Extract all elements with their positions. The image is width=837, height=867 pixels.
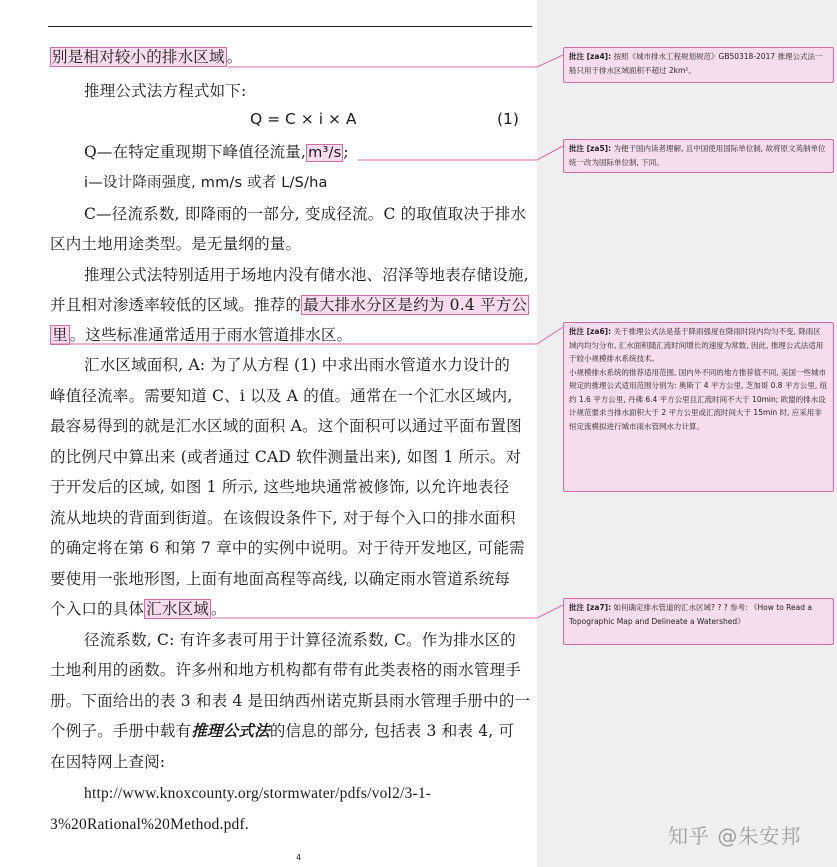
text-line: 个例子。手册中载有推理公式法的信息的部分, 包括表 3 和表 4, 可: [50, 721, 515, 740]
formula-intro: 推理公式法方程式如下:: [84, 82, 247, 100]
text-line: 的确定将在第 6 和第 7 章中的实例中说明。对于待开发地区, 可能需: [50, 539, 525, 557]
text-line: 并且相对渗透率较低的区域。推荐的 最大排水分区是约为 0.4 平方公: [50, 296, 528, 314]
comment-tag: 批注 [za5]:: [569, 144, 612, 153]
comment-za4[interactable]: [563, 47, 834, 83]
comment-anchor-za6[interactable]: 最大排水分区是约为 0.4 平方公: [303, 296, 528, 314]
page-number: 4: [296, 853, 302, 862]
text-line: 推理公式法特别适用于场地内没有储水池、沼泽等地表存储设施,: [84, 266, 529, 284]
comment-text: 关于推理公式法是基于降雨强度在降雨时段内均匀不变, 降雨区域内均匀分布, 汇水面积随汇流时间增长的速度为常数, 因此, 推理公式法适用于较小规模排水系统技术。: [569, 327, 824, 363]
comment-text: 如何确定排水管道的汇水区域? ? ? 参考: 《How to Read a Topographic Map and Delineate a Watershed》: [569, 603, 813, 626]
comment-anchor-za6-cont[interactable]: 里: [52, 326, 68, 344]
text-line: 里 。这些标准通常适用于雨水管道排水区。: [52, 326, 353, 344]
text-line: 于开发后的区域, 如图 1 所示, 这些地块通常被修饰, 以允许地表径: [50, 478, 510, 496]
definition-q: Q—在特定重现期下峰值径流量, m³/s ;: [84, 143, 349, 161]
text-line: 在因特网上查阅:: [50, 753, 166, 771]
comment-tag: 批注 [za7]:: [569, 603, 612, 612]
text-line: 流从地块的背面到街道。在该假设条件下, 对于每个入口的排水面积: [50, 509, 516, 527]
text-line: 径流系数, C: 有许多表可用于计算径流系数, C。作为排水区的: [84, 631, 516, 649]
definition-i: i—设计降雨强度, mm/s 或者 L/S/ha: [84, 175, 328, 191]
comment-za7[interactable]: [563, 598, 834, 645]
comment-tag: 批注 [za4]:: [569, 52, 612, 61]
text-line: 峰值径流率。需要知道 C、i 以及 A 的值。通常在一个汇水区域内,: [50, 387, 513, 405]
url-line[interactable]: http://www.knoxcounty.org/stormwater/pdfs/vol2/3-1-: [84, 785, 432, 802]
text-line: 要使用一张地形图, 上面有地面高程等高线, 以确定雨水管道系统每: [50, 570, 511, 588]
comment-text: 按照《城市排水工程规划规范》GB50318-2017 推理公式法一般只用于排水区域面积不超过 2km²。: [569, 52, 823, 75]
comment-anchor-za5[interactable]: m³/s: [308, 145, 342, 161]
text-line: 个入口的具体 汇水区域 。: [50, 600, 227, 618]
definition-c: C—径流系数, 即降雨的一部分, 变成径流。C 的取值取决于排水: [84, 205, 527, 223]
text-line: 汇水区域面积, A: 为了从方程 (1) 中求出雨水管道水力设计的: [84, 356, 511, 374]
text-line: 的比例尺中算出来 (或者通过 CAD 软件测量出来), 如图 1 所示。对: [50, 448, 522, 466]
comment-anchor-za7[interactable]: 汇水区域: [146, 600, 210, 618]
comment-tag: 批注 [za6]:: [569, 327, 612, 336]
comment-za5[interactable]: [563, 139, 834, 173]
comment-za6[interactable]: [563, 322, 834, 492]
header-rule: [48, 26, 532, 27]
text-line: 最容易得到的就是汇水区域的面积 A。这个面积可以通过平面布置图: [50, 417, 522, 435]
url-line[interactable]: 3%20Rational%20Method.pdf.: [50, 816, 249, 833]
text-line: 区内土地用途类型。是无量纲的量。: [50, 235, 302, 253]
text-line: 土地利用的函数。许多州和地方机构都有带有此类表格的雨水管理手: [50, 661, 522, 679]
text-line: 别是相对较小的排水区域 。: [52, 48, 243, 66]
equation-number: (1): [497, 110, 519, 128]
comment-text-2: 小规模排水系统的推荐适用范围, 国内外不同的地方推荐值不同, 美国一些城市规定的推理公式适用范围分别为: 奥斯丁 4 平方公里, 芝加哥 0.8 平方公里, 纽约 1.6 平方公里, 丹佛 6.4 平方公里且汇流时间不大于 10min; 欧盟的排水设计规范要求当排水面积大于 2 平方公里或汇流时间大于 15min 时, 应采用非恒定流模拟进行城市雨水管网水力计算。: [569, 367, 828, 431]
emphasis-text: 推理公式法: [191, 721, 270, 740]
formula: Q = C × i × A: [250, 110, 357, 128]
watermark: 知乎 @朱安邦: [668, 824, 802, 848]
comment-text: 为便于国内读者理解, 且中国使用国际单位制, 故将原文英制单位统一改为国际单位制, 下同。: [569, 144, 826, 167]
comment-anchor-za4[interactable]: 别是相对较小的排水区域: [52, 48, 225, 66]
text-line: 册。下面给出的表 3 和表 4 是田纳西州诺克斯县雨水管理手册中的一: [50, 692, 531, 710]
